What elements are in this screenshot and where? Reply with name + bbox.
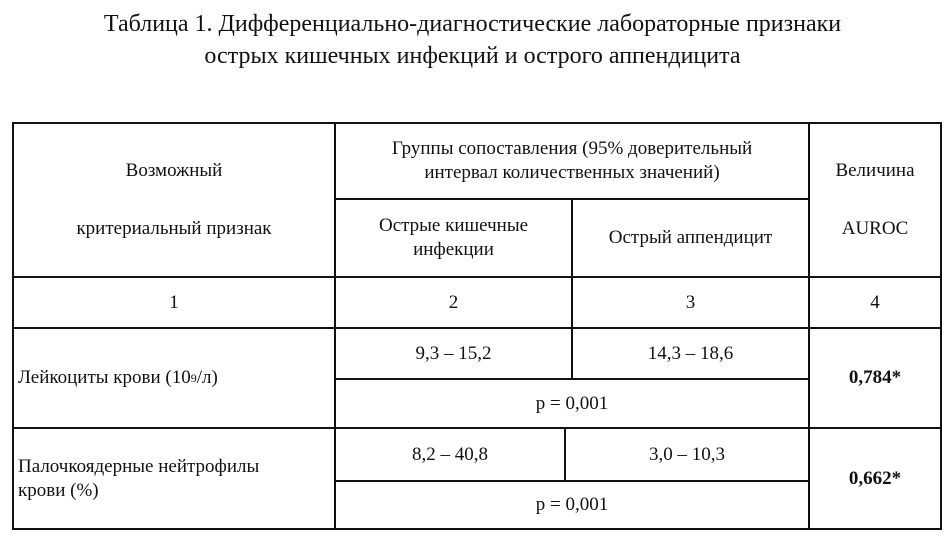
header-criterion-line1: Возможный [125,160,223,181]
header-group-appendicitis: Острый аппендицит [608,227,773,248]
table-title [0,8,945,72]
header-groups-line1: Группы сопоставления (95% доверительный [391,138,753,159]
header-auroc-line2: AUROC [841,218,909,239]
header-groups-line2: интервал количественных значений) [424,162,720,183]
column-number-3: 3 [685,291,696,313]
column-number-2: 2 [448,291,459,313]
row-leukocytes-p-value: p = 0,001 [535,392,609,414]
header-group-intestinal-line1: Острые кишечные [378,215,529,236]
row-neutrophils-label [14,429,334,528]
row-leukocytes-intestinal: 9,3 – 15,2 [415,342,492,364]
row-neutrophils-intestinal: 8,2 – 40,8 [412,443,488,465]
table-title-line1: Таблица 1. Дифференциально-диагностические лабораторные признаки [103,11,842,37]
row-leukocytes-auroc: 0,784* [848,367,902,388]
column-number-4: 4 [870,291,880,313]
table-title-line2: острых кишечных инфекций и острого аппендицита [204,43,741,69]
header-auroc-line1: Величина [835,160,915,181]
row-neutrophils-auroc: 0,662* [848,467,902,489]
header-criterion [14,124,334,276]
row-neutrophils-label-line1: Палочкоядерные нейтрофилы [18,455,260,477]
row-leukocytes-label-end: /л) [196,367,218,388]
column-number-1: 1 [169,291,179,313]
header-group-intestinal [336,200,571,276]
row-neutrophils-label-line2: крови (%) [18,479,99,501]
header-groups [336,124,808,198]
header-group-intestinal-line2: инфекции [413,239,494,260]
row-leukocytes-label-main: Лейкоциты крови (10 [18,367,191,388]
row-leukocytes-appendicitis: 14,3 – 18,6 [647,342,734,364]
row-neutrophils-p-value: p = 0,001 [535,494,609,515]
row-neutrophils-appendicitis: 3,0 – 10,3 [649,443,725,465]
header-auroc [810,124,940,276]
data-table [12,122,942,530]
header-criterion-line2: критериальный признак [76,218,272,239]
row-leukocytes-label: Лейкоциты крови (10 9 /л) [18,367,218,388]
